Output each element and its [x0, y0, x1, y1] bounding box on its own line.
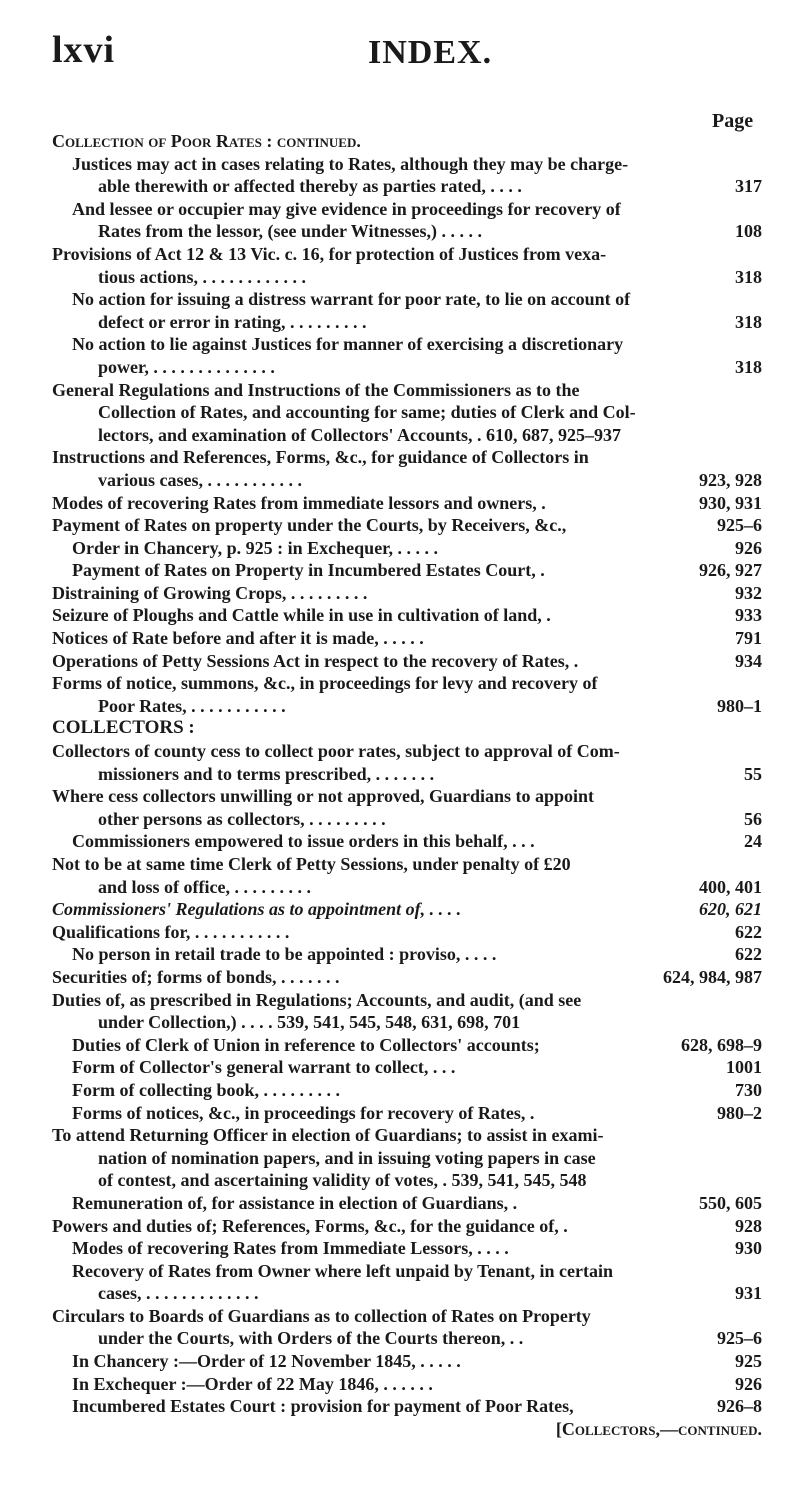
index-line — [52, 966, 762, 989]
index-line-page-ref: 931 — [735, 1283, 762, 1304]
index-line-text: Duties of Clerk of Union in reference to Collectors' accounts; — [72, 1034, 540, 1055]
index-line-page-ref: 980–1 — [717, 695, 762, 716]
index-line-text: Distraining of Growing Crops, . . . . . . . . . — [52, 582, 368, 603]
index-line-text: Powers and duties of; References, Forms, &c., for the guidance of, . — [52, 1215, 568, 1236]
index-line-page-ref: 925 — [735, 1351, 762, 1372]
index-line — [52, 1260, 762, 1283]
index-line — [52, 1169, 762, 1192]
index-line — [52, 830, 762, 853]
index-line — [52, 695, 762, 718]
index-line-text: missioners and to terms prescribed, . . . . . . . — [98, 763, 435, 784]
index-line-page-ref: 932 — [735, 582, 762, 603]
index-line-text: Poor Rates, . . . . . . . . . . . — [98, 695, 286, 716]
index-line-text: Circulars to Boards of Guardians as to collection of Rates on Property — [52, 1305, 591, 1326]
index-line-text: and loss of office, . . . . . . . . . — [98, 876, 311, 897]
index-line-page-ref: 934 — [735, 650, 762, 671]
index-line-text: Securities of; forms of bonds, . . . . . . . — [52, 966, 340, 987]
index-line — [52, 220, 762, 243]
index-line-page-ref: 791 — [735, 628, 762, 649]
index-line-text: In Exchequer :—Order of 22 May 1846, . . . . . . — [72, 1373, 433, 1394]
index-line — [52, 1011, 762, 1034]
index-line-text: defect or error in rating, . . . . . . . . . — [98, 311, 367, 332]
index-line-text: And lessee or occupier may give evidence in proceedings for recovery of — [72, 198, 621, 219]
index-line-text: COLLECTORS : — [52, 717, 195, 739]
index-line — [52, 853, 762, 876]
index-line — [52, 672, 762, 695]
index-line — [52, 198, 762, 221]
index-line-text: power, . . . . . . . . . . . . . . — [98, 356, 275, 377]
index-line-text: Rates from the lessor, (see under Witnesses,) . . . . . — [98, 221, 482, 242]
index-line — [52, 401, 762, 424]
index-line — [52, 1079, 762, 1102]
index-line — [52, 288, 762, 311]
index-line — [52, 1305, 762, 1328]
index-line-page-ref: 55 — [744, 763, 762, 784]
index-line — [52, 808, 762, 831]
index-line — [52, 1056, 762, 1079]
index-line — [52, 1034, 762, 1057]
index-line-page-ref: 550, 605 — [699, 1192, 762, 1213]
index-line-text: In Chancery :—Order of 12 November 1845, . . . . . — [72, 1351, 461, 1372]
index-line — [52, 1327, 762, 1350]
index-line-page-ref: 930, 931 — [699, 492, 762, 513]
index-line-text: Collection of Rates, and accounting for same; duties of Clerk and Col- — [98, 402, 636, 423]
index-line — [52, 333, 762, 356]
index-line — [52, 763, 762, 786]
index-line — [52, 1102, 762, 1125]
index-line — [52, 898, 762, 921]
index-line — [52, 492, 762, 515]
index-line — [52, 876, 762, 899]
index-line-text: Notices of Rate before and after it is made, . . . . . — [52, 628, 424, 649]
index-line — [52, 1395, 762, 1418]
index-line-text: Recovery of Rates from Owner where left unpaid by Tenant, in certain — [72, 1260, 613, 1281]
index-line-page-ref: 730 — [735, 1079, 762, 1100]
index-line-text: Duties of, as prescribed in Regulations; Accounts, and audit, (and see — [52, 989, 582, 1010]
index-line-page-ref: 108 — [735, 221, 762, 242]
index-line — [52, 1282, 762, 1305]
index-line-page-ref: 923, 928 — [699, 469, 762, 490]
index-line-text: Remuneration of, for assistance in election of Guardians, . — [72, 1192, 518, 1213]
index-line-text: [Collectors,—continued. — [555, 1418, 762, 1439]
index-line-text: tious actions, . . . . . . . . . . . . — [98, 266, 307, 287]
index-line-text: Commissioners' Regulations as to appointment of, . . . . — [52, 899, 462, 920]
index-line-text: Qualifications for, . . . . . . . . . . . — [52, 921, 290, 942]
index-line-page-ref: 628, 698–9 — [681, 1034, 762, 1055]
index-line-page-ref: 926 — [735, 537, 762, 558]
index-line-text: nation of nomination papers, and in issuing voting papers in case — [98, 1147, 596, 1168]
index-line — [52, 537, 762, 560]
index-line-text: Seizure of Ploughs and Cattle while in use in cultivation of land, . — [52, 605, 551, 626]
index-line — [52, 943, 762, 966]
index-line-text: Order in Chancery, p. 925 : in Exchequer, . . . . . — [72, 537, 439, 558]
index-line-page-ref: 622 — [735, 944, 762, 965]
running-head: INDEX. — [368, 34, 493, 71]
index-line-text: No action for issuing a distress warrant for poor rate, to lie on account of — [72, 289, 631, 310]
index-line — [52, 650, 762, 673]
index-line-text: Commissioners empowered to issue orders in this behalf, . . . — [72, 831, 535, 852]
index-line-text: No action to lie against Justices for manner of exercising a discretionary — [72, 334, 624, 355]
index-line — [52, 1215, 762, 1238]
index-line — [52, 582, 762, 605]
index-line-text: Form of collecting book, . . . . . . . . . — [72, 1079, 340, 1100]
index-line — [52, 153, 762, 176]
index-line — [52, 1192, 762, 1215]
index-line — [52, 1373, 762, 1396]
index-line-page-ref: 1001 — [726, 1057, 762, 1078]
index-line — [52, 356, 762, 379]
index-line — [52, 717, 762, 740]
page-number: lxvi — [52, 29, 116, 71]
index-line-text: cases, . . . . . . . . . . . . . — [98, 1283, 259, 1304]
index-line-page-ref: 624, 984, 987 — [663, 966, 762, 987]
index-line-text: of contest, and ascertaining validity of votes, . 539, 541, 545, 548 — [98, 1170, 587, 1191]
index-line — [52, 175, 762, 198]
index-line-page-ref: 933 — [735, 605, 762, 626]
index-line — [52, 604, 762, 627]
index-line-text: lectors, and examination of Collectors' Accounts, . 610, 687, 925–937 — [98, 424, 621, 445]
index-line — [52, 424, 762, 447]
index-line-text: Payment of Rates on Property in Incumbered Estates Court, . — [72, 560, 545, 581]
index-line-page-ref: 620, 621 — [699, 899, 762, 920]
index-line — [52, 446, 762, 469]
index-line — [52, 989, 762, 1012]
index-line-page-ref: 622 — [735, 921, 762, 942]
index-line-page-ref: 24 — [744, 831, 762, 852]
index-line-page-ref: 56 — [744, 808, 762, 829]
index-line-text: able therewith or affected thereby as parties rated, . . . . — [98, 176, 522, 197]
index-line — [52, 785, 762, 808]
index-entries — [52, 130, 762, 1440]
index-line-text: Modes of recovering Rates from immediate lessors and owners, . — [52, 492, 546, 513]
index-line-text: under Collection,) . . . . 539, 541, 545, 548, 631, 698, 701 — [98, 1012, 521, 1033]
index-line-text: Incumbered Estates Court : provision for payment of Poor Rates, — [72, 1396, 574, 1417]
index-line-text: various cases, . . . . . . . . . . . — [98, 469, 302, 490]
index-line-page-ref: 926 — [735, 1373, 762, 1394]
index-line-text: Operations of Petty Sessions Act in respect to the recovery of Rates, . — [52, 650, 579, 671]
index-line-text: other persons as collectors, . . . . . . . . . — [98, 808, 386, 829]
index-line — [52, 1350, 762, 1373]
index-line-page-ref: 318 — [735, 311, 762, 332]
index-line-text: Where cess collectors unwilling or not approved, Guardians to appoint — [52, 786, 595, 807]
index-line — [52, 921, 762, 944]
index-line — [52, 514, 762, 537]
index-line — [52, 469, 762, 492]
index-line-text: Collectors of county cess to collect poor rates, subject to approval of Com- — [52, 741, 620, 762]
index-line-text: Instructions and References, Forms, &c., for guidance of Collectors in — [52, 447, 589, 468]
index-line-page-ref: 925–6 — [717, 1328, 762, 1349]
index-line — [52, 266, 762, 289]
index-line-page-ref: 318 — [735, 356, 762, 377]
index-line-page-ref: 400, 401 — [699, 876, 762, 897]
index-line-page-ref: 925–6 — [717, 515, 762, 536]
index-line-text: Modes of recovering Rates from Immediate Lessors, . . . . — [72, 1238, 509, 1259]
page-column-label: Page — [712, 110, 754, 132]
index-line-text: Provisions of Act 12 & 13 Vic. c. 16, for protection of Justices from vexa- — [52, 243, 607, 264]
index-line-text: General Regulations and Instructions of the Commissioners as to the — [52, 379, 580, 400]
index-line — [52, 1147, 762, 1170]
index-line — [52, 1418, 762, 1441]
index-line — [52, 1237, 762, 1260]
index-line-text: To attend Returning Officer in election of Guardians; to assist in exami- — [52, 1125, 604, 1146]
index-line-text: Justices may act in cases relating to Rates, although they may be charge- — [72, 153, 629, 174]
index-line — [52, 243, 762, 266]
index-line-text: Forms of notice, summons, &c., in proceedings for levy and recovery of — [52, 673, 598, 694]
index-line — [52, 311, 762, 334]
index-line-text: Not to be at same time Clerk of Petty Sessions, under penalty of £20 — [52, 854, 571, 874]
index-line — [52, 130, 762, 153]
index-line-page-ref: 930 — [735, 1238, 762, 1259]
index-line-text: Payment of Rates on property under the Courts, by Receivers, &c., — [52, 515, 567, 536]
index-line-page-ref: 318 — [735, 266, 762, 287]
index-line-page-ref: 928 — [735, 1215, 762, 1236]
index-line — [52, 740, 762, 763]
index-line-text: under the Courts, with Orders of the Courts thereon, . . — [98, 1328, 524, 1349]
index-line-text: Form of Collector's general warrant to collect, . . . — [72, 1057, 456, 1078]
index-line-page-ref: 980–2 — [717, 1102, 762, 1123]
index-line — [52, 379, 762, 402]
index-line-text: No person in retail trade to be appointed : proviso, . . . . — [72, 944, 497, 965]
index-line — [52, 627, 762, 650]
index-line-text: Collection of Poor Rates : continued. — [52, 131, 361, 151]
index-line-page-ref: 926, 927 — [699, 560, 762, 581]
index-line — [52, 559, 762, 582]
index-line — [52, 1124, 762, 1147]
index-line-text: Forms of notices, &c., in proceedings for recovery of Rates, . — [72, 1102, 535, 1123]
index-line-page-ref: 317 — [735, 176, 762, 197]
index-line-page-ref: 926–8 — [717, 1396, 762, 1417]
